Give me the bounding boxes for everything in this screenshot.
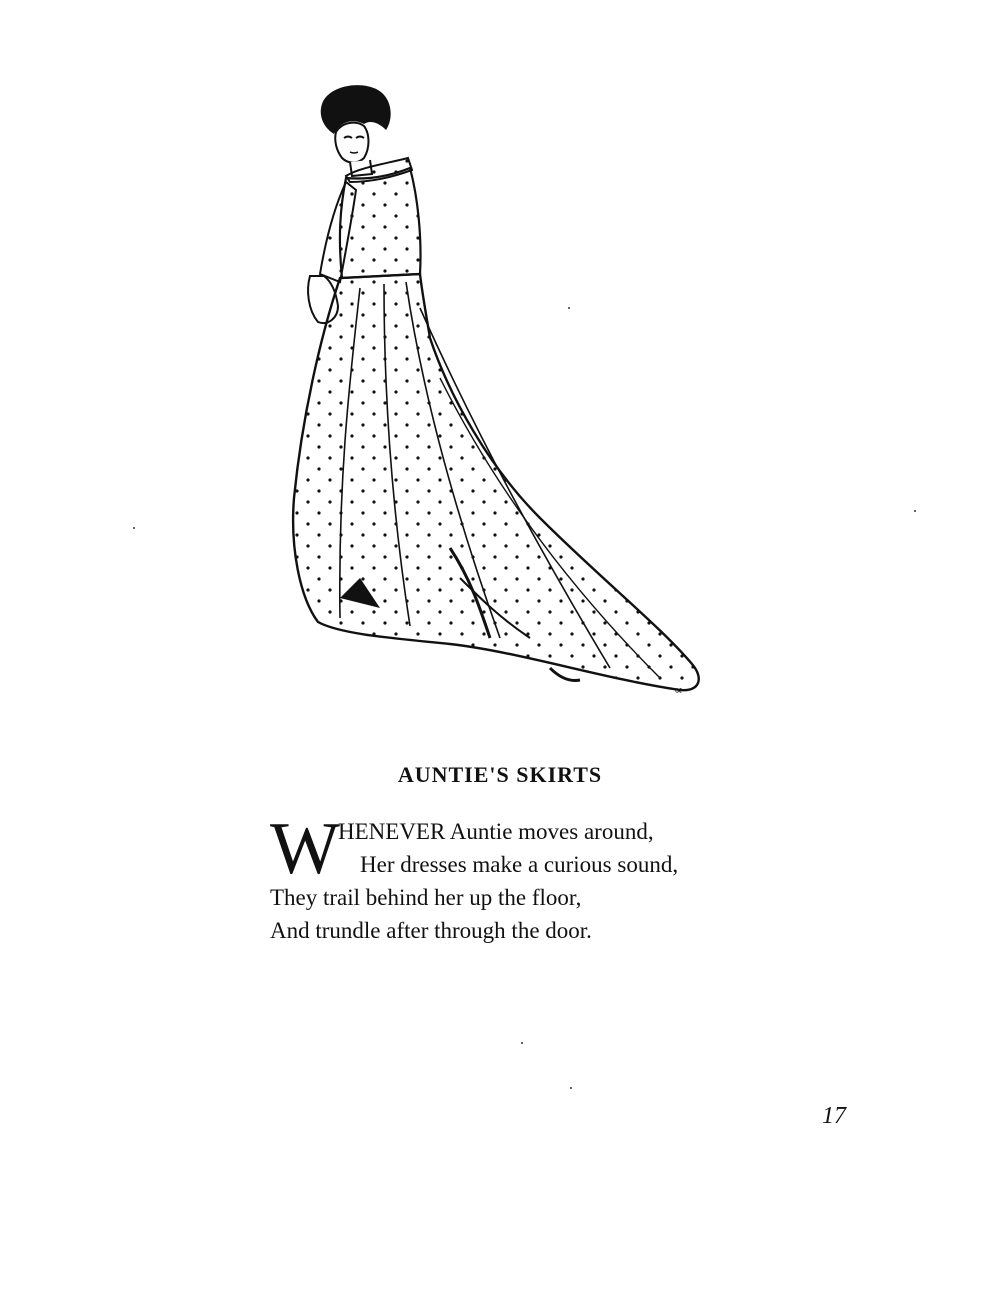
scan-speck (568, 307, 570, 309)
poem-line: They trail behind her up the floor, (270, 885, 582, 910)
scan-speck (133, 527, 135, 529)
poem-line: Her dresses make a curious sound, (360, 852, 679, 877)
scan-speck (570, 1087, 572, 1089)
gown-drawing (280, 78, 710, 718)
artist-mark: ∝ (674, 683, 683, 697)
illustration-woman-in-gown (280, 78, 710, 718)
bodice (340, 168, 421, 278)
page-number: 17 (822, 1103, 846, 1129)
drop-cap: W (270, 808, 340, 890)
poem-title: AUNTIE'S SKIRTS (397, 762, 603, 787)
scan-speck (521, 1042, 523, 1044)
poem-line: HENEVER Auntie moves around, (338, 819, 654, 844)
face (335, 123, 368, 163)
poem-line: And trundle after through the door. (270, 918, 592, 943)
poem-body (270, 808, 790, 947)
scan-speck (914, 510, 916, 512)
